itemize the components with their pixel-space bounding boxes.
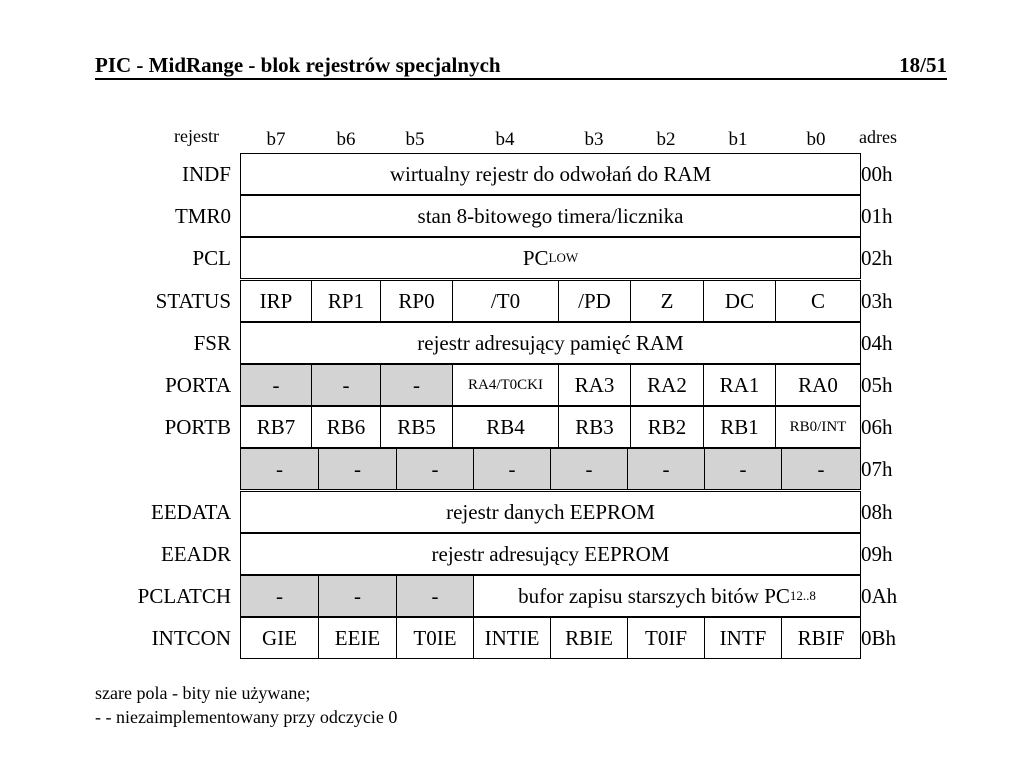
- bit-header-b2: b2: [656, 129, 676, 150]
- bit-cell-text: -: [413, 372, 420, 397]
- register-row-intcon: [240, 617, 860, 659]
- register-description-text: rejestr danych EEPROM: [446, 499, 655, 524]
- pclatch-buffer-description: [473, 575, 861, 617]
- bit-cell: [473, 448, 551, 490]
- bit-cell: [627, 448, 705, 490]
- pclatch-buffer-subscript: 12..8: [789, 588, 816, 603]
- slide-title: PIC - MidRange - blok rejestrów specjalnych: [95, 53, 501, 77]
- register-address-indf: 00h: [861, 162, 893, 186]
- bit-cell-text: RB5: [397, 414, 436, 439]
- register-name-status: STATUS: [155, 289, 231, 313]
- bit-cell: [452, 406, 559, 448]
- bit-cell: [396, 575, 474, 617]
- bit-cell: [396, 448, 474, 490]
- bit-cell: [380, 364, 453, 406]
- bit-header-b0: b0: [806, 129, 826, 150]
- register-row-status: [240, 280, 860, 322]
- bit-cell: [704, 448, 782, 490]
- register-name-pclatch: PCLATCH: [137, 584, 231, 608]
- bit-cell-text: RB3: [575, 414, 614, 439]
- bit-cell-text: -: [354, 456, 361, 481]
- bit-cell: [473, 617, 551, 659]
- bit-cell: [703, 406, 776, 448]
- bit-cell: [240, 364, 312, 406]
- footnote-gray-fields: szare pola - bity nie używane;: [95, 683, 311, 703]
- bit-cell: [311, 280, 381, 322]
- bit-cell-text: RB2: [647, 414, 687, 439]
- register-address-fsr: 04h: [861, 331, 893, 355]
- bit-cell: [630, 406, 704, 448]
- register-description: [240, 237, 861, 279]
- bit-cell: [781, 617, 861, 659]
- register-name-indf: INDF: [181, 162, 231, 186]
- register-description: [240, 322, 861, 364]
- bit-cell-text: -: [508, 456, 516, 481]
- register-name-portb: PORTB: [164, 415, 231, 439]
- bit-cell: [630, 280, 704, 322]
- bit-cell-text: /PD: [578, 288, 611, 313]
- register-description-text: rejestr adresujący pamięć RAM: [417, 330, 684, 355]
- register-name-fsr: FSR: [193, 331, 231, 355]
- register-name-tmr0: TMR0: [174, 204, 231, 228]
- bit-cell: [558, 280, 631, 322]
- register-address-tmr0: 01h: [861, 204, 893, 228]
- bit-cell: [452, 364, 559, 406]
- register-address-portb: 06h: [861, 415, 893, 439]
- bit-header-b4: b4: [495, 129, 515, 150]
- bit-cell-text: RB1: [720, 414, 759, 439]
- bit-cell-text: -: [276, 583, 283, 608]
- bit-cell-text: RB7: [256, 414, 296, 439]
- bit-cell-text: RB4: [486, 414, 525, 439]
- bit-cell-text: RA1: [719, 372, 760, 397]
- bit-cell: [550, 617, 628, 659]
- bit-header-b5: b5: [405, 129, 425, 150]
- bit-cell-text: RBIE: [565, 625, 613, 650]
- register-address-status: 03h: [861, 289, 893, 313]
- register-description: [240, 195, 861, 237]
- bit-cell: [775, 280, 861, 322]
- bit-cell: [630, 364, 704, 406]
- bit-header-b6: b6: [336, 129, 356, 150]
- bit-cell: [311, 364, 381, 406]
- bit-cell-text: -: [585, 456, 593, 481]
- register-row-eeadr: [240, 533, 860, 575]
- register-row-tmr0: [240, 195, 860, 237]
- bit-cell-text: -: [431, 583, 439, 608]
- bit-cell-text: -: [342, 372, 350, 397]
- register-row-eedata: [240, 491, 860, 533]
- bit-cell-text: DC: [724, 288, 755, 313]
- register-address-pcl: 02h: [861, 246, 893, 270]
- register-description-text: PC: [522, 245, 549, 270]
- register-row-fsr: [240, 322, 860, 364]
- bit-cell-text: RA3: [574, 372, 615, 397]
- register-name-eedata: EEDATA: [151, 500, 231, 524]
- bit-cell: [781, 448, 861, 490]
- bit-cell: [240, 406, 312, 448]
- register-address-pclatch: 0Ah: [861, 584, 898, 608]
- bit-cell-text: RA4/T0CKI: [468, 376, 543, 393]
- bit-cell: [703, 364, 776, 406]
- bit-cell-text: EEIE: [334, 625, 381, 650]
- bit-cell: [558, 364, 631, 406]
- register-row-porta: [240, 364, 860, 406]
- bit-cell: [380, 406, 453, 448]
- bit-cell-text: RP0: [398, 288, 435, 313]
- bit-cell-text: /T0: [490, 288, 521, 313]
- register-description: [240, 153, 861, 195]
- register-row-portb: [240, 406, 860, 448]
- bit-cell: [703, 280, 776, 322]
- bit-cell: [311, 406, 381, 448]
- register-name-eeadr: EEADR: [161, 542, 231, 566]
- bit-cell: [396, 617, 474, 659]
- bit-cell-text: RA0: [798, 372, 838, 397]
- bit-cell: [704, 617, 782, 659]
- bit-header-b1: b1: [728, 129, 748, 150]
- bit-cell-text: IRP: [259, 288, 293, 313]
- bit-cell: [318, 575, 397, 617]
- register-row-pcl: [240, 237, 860, 279]
- register-description-text: wirtualny rejestr do odwołań do RAM: [389, 161, 712, 186]
- bit-cell: [550, 448, 628, 490]
- bit-cell-text: -: [662, 456, 670, 481]
- register-description-text: rejestr adresujący EEPROM: [431, 541, 670, 566]
- bit-cell-text: GIE: [262, 625, 297, 650]
- register-address-eeadr: 09h: [861, 542, 893, 566]
- bit-cell: [627, 617, 705, 659]
- bit-cell-text: -: [817, 456, 825, 481]
- bit-cell-text: -: [431, 456, 439, 481]
- bit-cell-text: T0IE: [413, 625, 457, 650]
- bit-cell: [380, 280, 453, 322]
- register-address-eedata: 08h: [861, 500, 893, 524]
- register-name-pcl: PCL: [192, 246, 231, 270]
- bit-cell-text: -: [739, 456, 747, 481]
- bit-cell: [240, 575, 319, 617]
- register-address-porta: 05h: [861, 373, 893, 397]
- bit-cell: [240, 448, 319, 490]
- bit-cell-text: Z: [660, 288, 674, 313]
- bit-cell-text: C: [810, 288, 825, 313]
- bit-header-b7: b7: [266, 129, 286, 150]
- register-description-text: stan 8-bitowego timera/licznika: [417, 203, 684, 228]
- slide-header: [95, 52, 947, 80]
- bit-cell: [318, 617, 397, 659]
- bit-cell-text: INTF: [719, 625, 767, 650]
- register-description: [240, 491, 861, 533]
- bit-cell: [558, 406, 631, 448]
- bit-cell-text: RP1: [327, 288, 365, 313]
- bit-cell-text: -: [272, 372, 280, 397]
- register-row-indf: [240, 153, 860, 195]
- register-row-reserved: [240, 448, 860, 490]
- address-column-header: adres: [859, 127, 897, 147]
- bit-cell: [775, 406, 861, 448]
- page-number: 18/51: [899, 53, 947, 77]
- bit-cell-text: RB6: [326, 414, 366, 439]
- bit-cell-text: -: [276, 456, 283, 481]
- bit-cell-text: -: [354, 583, 361, 608]
- footnote-unimplemented: - - niezaimplementowany przy odczycie 0: [95, 707, 398, 727]
- register-name-porta: PORTA: [165, 373, 231, 397]
- register-column-header: rejestr: [174, 126, 219, 146]
- bit-cell-text: RB0/INT: [789, 418, 847, 435]
- bit-cell: [240, 617, 319, 659]
- register-description: [240, 533, 861, 575]
- bit-cell: [318, 448, 397, 490]
- register-description-subscript: LOW: [548, 250, 579, 265]
- register-address-reserved: 07h: [861, 457, 893, 481]
- bit-cell: [452, 280, 559, 322]
- register-row-pclatch: [240, 575, 860, 617]
- bit-header-b3: b3: [584, 129, 604, 150]
- register-name-intcon: INTCON: [151, 626, 231, 650]
- bit-cell: [775, 364, 861, 406]
- pclatch-buffer-description-text: bufor zapisu starszych bitów PC: [518, 583, 790, 608]
- register-address-intcon: 0Bh: [861, 626, 897, 650]
- bit-cell-text: T0IF: [645, 625, 687, 650]
- bit-cell: [240, 280, 312, 322]
- bit-cell-text: RA2: [647, 372, 687, 397]
- bit-cell-text: RBIF: [797, 625, 845, 650]
- bit-cell-text: INTIE: [484, 625, 540, 650]
